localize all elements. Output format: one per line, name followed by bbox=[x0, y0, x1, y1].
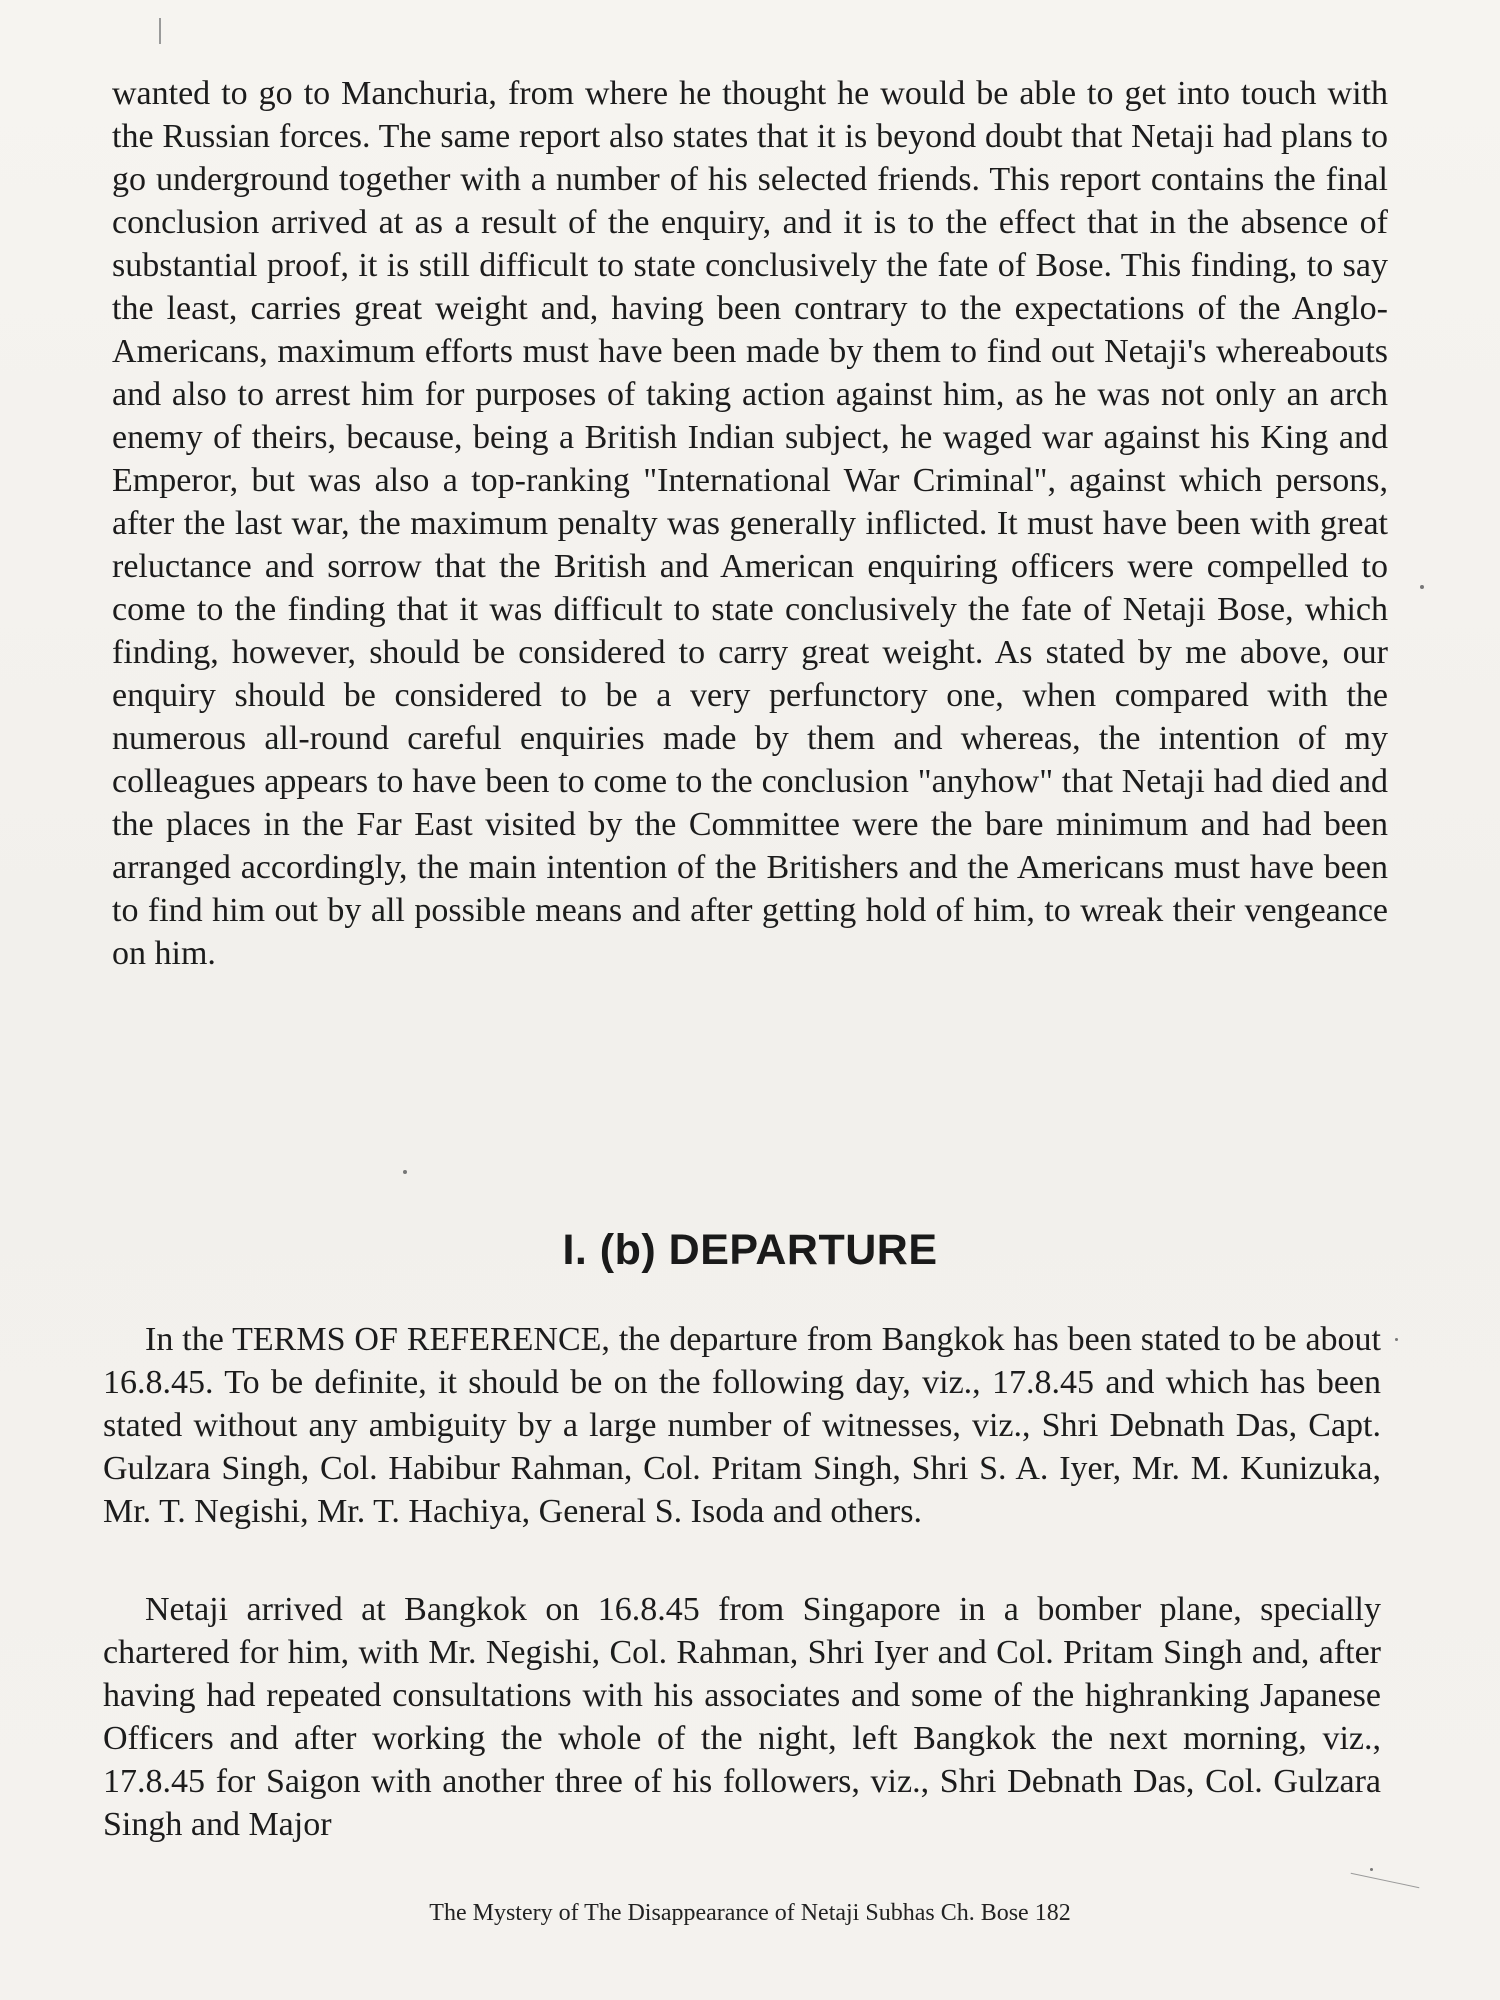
page-footer: The Mystery of The Disappearance of Netaji Subhas Ch. Bose 182 bbox=[429, 1900, 1071, 1926]
scan-scratch-mark bbox=[1351, 1873, 1420, 1889]
scan-speck bbox=[1420, 585, 1424, 589]
body-paragraph-3: Netaji arrived at Bangkok on 16.8.45 from Singapore in a bomber plane, specially chartered for him, with Mr. Negishi, Col. Rahman, Shri Iyer and Col. Pritam Singh and, after having had repeated consultations with his associates and some of the highranking Japanese Officers and after working the whole of the night, left Bangkok the next morning, viz., 17.8.45 for Saigon with another three of his followers, viz., Shri Debnath Das, Col. Gulzara Singh and Major bbox=[103, 1591, 1381, 1843]
section-heading: I. (b) DEPARTURE bbox=[562, 1226, 938, 1274]
scan-scratch-mark bbox=[159, 18, 161, 44]
body-paragraph-2: In the TERMS OF REFERENCE, the departure from Bangkok has been stated to be about 16.8.45. To be definite, it should be on the following day, viz., 17.8.45 and which has been stated without any ambiguity by a large number of witnesses, viz., Shri Debnath Das, Capt. Gulzara Singh, Col. Habibur Rahman, Col. Pritam Singh, Shri S. A. Iyer, Mr. M. Kunizuka, Mr. T. Negishi, Mr. T. Hachiya, General S. Isoda and others. bbox=[103, 1321, 1381, 1530]
scan-speck bbox=[1370, 1868, 1373, 1871]
body-paragraph-1: wanted to go to Manchuria, from where he thought he would be able to get into touch with the Russian forces. The same report also states that it is beyond doubt that Netaji had plans to go underground together with a number of his selected friends. This report contains the final conclusion arrived at as a result of the enquiry, and it is to the effect that in the absence of substantial proof, it is still difficult to state conclusively the fate of Bose. This finding, to say the least, carries great weight and, having been contrary to the expectations of the Anglo-Americans, maximum efforts must have been made by them to find out Netaji's whereabouts and also to arrest him for purposes of taking action against him, as he was not only an arch enemy of theirs, because, being a British Indian subject, he waged war against his King and Emperor, but was also a top-ranking "International War Criminal", against which persons, after the last war, the maximum penalty was generally inflicted. It must have been with great reluctance and sorrow that the British and American enquiring officers were compelled to come to the finding that it was difficult to state conclusively the fate of Netaji Bose, which finding, however, should be considered to carry great weight. As stated by me above, our enquiry should be considered to be a very perfunctory one, when compared with the numerous all-round careful enquiries made by them and whereas, the intention of my colleagues appears to have been to come to the conclusion "anyhow" that Netaji had died and the places in the Far East visited by the Committee were the bare minimum and had been arranged accordingly, the main intention of the Britishers and the Americans must have been to find him out by all possible means and after getting hold of him, to wreak their vengeance on him. bbox=[112, 75, 1388, 972]
scan-speck bbox=[403, 1170, 407, 1174]
scan-speck bbox=[1395, 1338, 1398, 1341]
